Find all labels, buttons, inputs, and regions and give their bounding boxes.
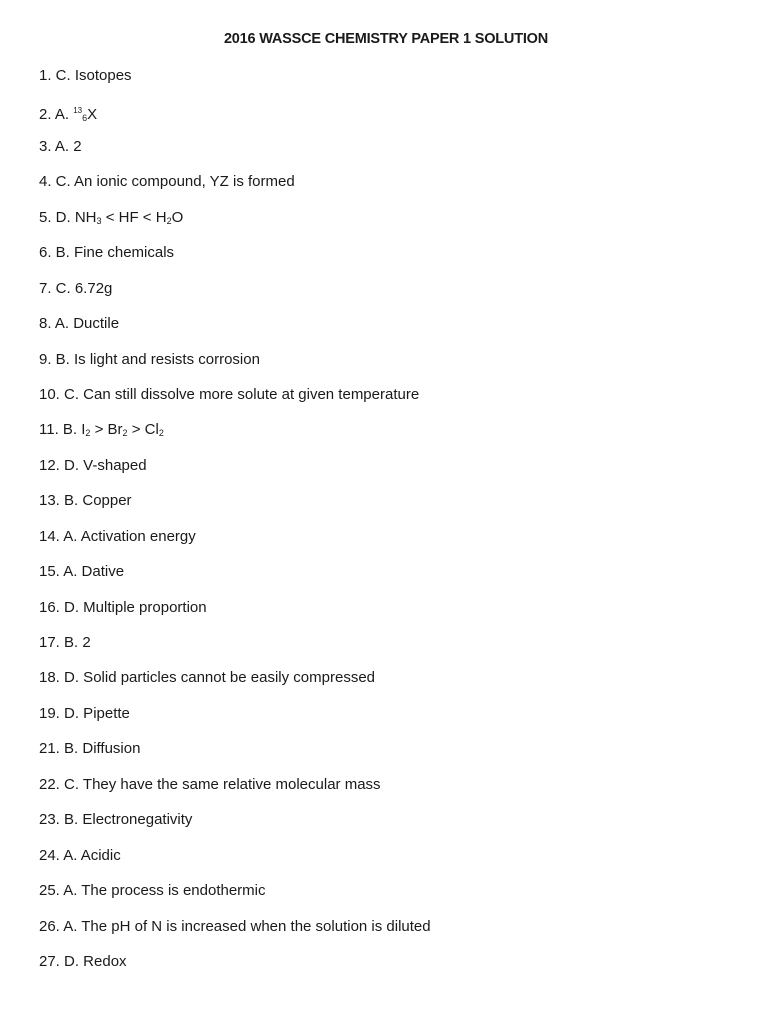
answer-item: 24. A. Acidic [39, 846, 121, 864]
subscript: 2 [122, 428, 128, 439]
answer-item: 16. D. Multiple proportion [39, 598, 207, 616]
page-title: 2016 WASSCE CHEMISTRY PAPER 1 SOLUTION [223, 31, 549, 47]
answer-item: 6. B. Fine chemicals [39, 244, 175, 262]
answer-item: 18. D. Solid particles cannot be easily compressed [39, 669, 376, 687]
answer-item: 14. A. Activation energy [39, 527, 196, 545]
answer-item: 15. A. Dative [39, 563, 125, 581]
answer-item: 19. D. Pipette [39, 704, 130, 722]
answer-text: O [171, 208, 184, 226]
subscript: 3 [96, 215, 102, 226]
superscript: 13 [73, 106, 83, 116]
answer-item: 25. A. The process is endothermic [39, 882, 266, 900]
answer-item [39, 208, 431, 243]
answer-text: X [87, 106, 98, 124]
subscript: 2 [166, 215, 172, 226]
answer-text: 5. D. NH [39, 208, 97, 226]
answer-item: 10. C. Can still dissolve more solute at given temperature [39, 385, 420, 403]
answer-text: 2. A. [39, 106, 74, 124]
answer-item: 22. C. They have the same relative molecular mass [39, 775, 381, 793]
subscript: 2 [85, 428, 91, 439]
answer-item [39, 420, 431, 455]
answer-item: 26. A. The pH of N is increased when the solution is diluted [39, 917, 431, 935]
answer-item: 4. C. An ionic compound, YZ is formed [39, 173, 295, 191]
answer-item: 13. B. Copper [39, 492, 132, 510]
answer-item: 3. A. 2 [39, 137, 82, 155]
answer-item [39, 101, 431, 136]
answer-item: 27. D. Redox [39, 952, 127, 970]
answer-item: 1. C. Isotopes [39, 67, 132, 84]
answer-item: 9. B. Is light and resists corrosion [39, 350, 260, 368]
answer-text: > Br [90, 421, 123, 439]
subscript: 2 [158, 428, 164, 439]
answer-list [39, 66, 431, 987]
answer-item: 12. D. V-shaped [39, 456, 147, 474]
answer-item: 23. B. Electronegativity [39, 811, 193, 829]
answer-item: 21. B. Diffusion [39, 740, 141, 758]
answer-text: > Cl [127, 421, 159, 439]
answer-text: 11. B. I [39, 421, 86, 439]
answer-item: 8. A. Ductile [39, 315, 120, 333]
answer-item: 17. B. 2 [39, 634, 91, 651]
answer-text: < HF < H [101, 208, 167, 226]
subscript: 6 [82, 113, 88, 124]
answer-item: 7. C. 6.72g [39, 279, 113, 297]
